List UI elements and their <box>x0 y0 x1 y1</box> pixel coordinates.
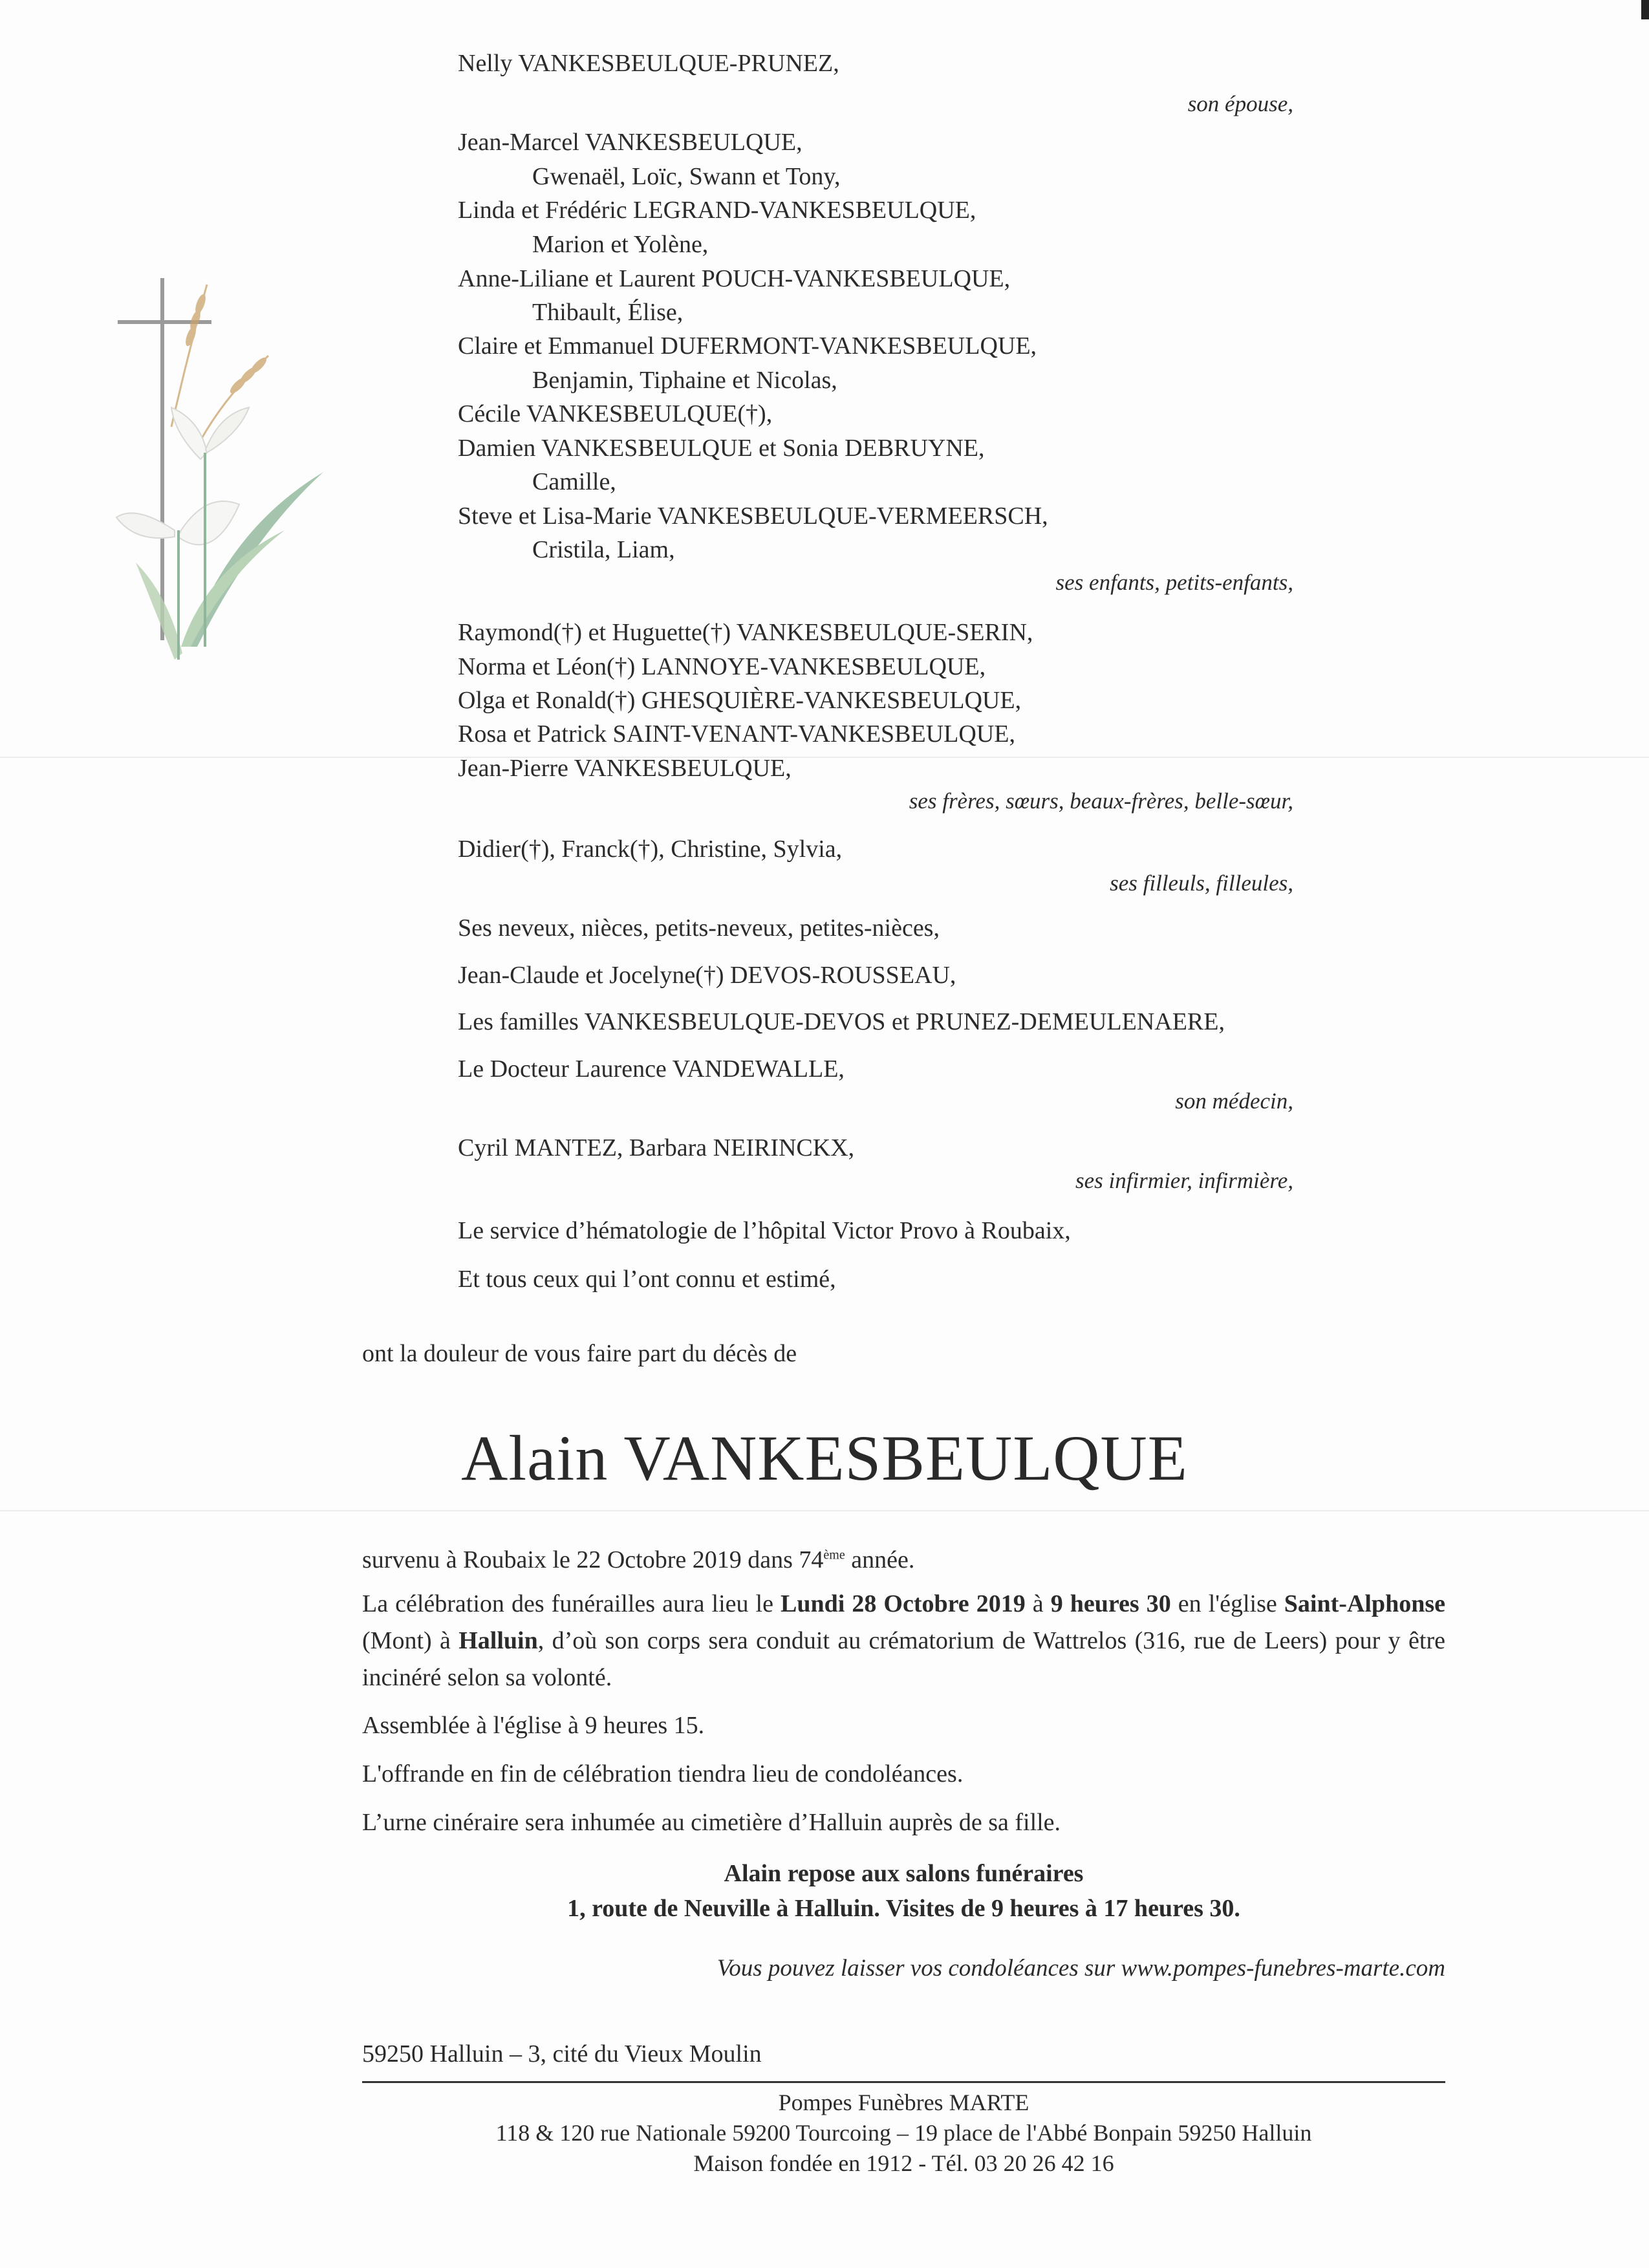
footer-addresses: 118 & 120 rue Nationale 59200 Tourcoing – 19 place de l'Abbé Bonpain 59250 Halluin <box>495 2120 1312 2146</box>
family-member: Jean-Marcel VANKESBEULQUE, <box>458 129 803 156</box>
announcement-intro: ont la douleur de vous faire part du décès de <box>362 1340 797 1367</box>
rest-line-1: Alain repose aux salons funéraires <box>724 1860 1084 1887</box>
footer-founded: Maison fondée en 1912 - Tél. 03 20 26 42 16 <box>693 2150 1114 2176</box>
assembly-info: Assemblée à l'église à 9 heures 15. <box>362 1712 705 1739</box>
family-member: Et tous ceux qui l’ont connu et estimé, <box>458 1266 836 1293</box>
family-member-children: Marion et Yolène, <box>532 231 709 258</box>
family-member: Raymond(†) et Huguette(†) VANKESBEULQUE-SERIN, <box>458 619 1033 646</box>
ceremony-info: La célébration des funérailles aura lieu le Lundi 28 Octobre 2019 à 9 heures 30 en l'église Saint-Alphonse (Mont) à Halluin, d’où son corps sera conduit au crématorium de Wattrelos (316, rue de Leers) pour y être incinéré selon sa volonté. <box>362 1590 1445 1691</box>
town-name: Halluin <box>458 1627 538 1654</box>
family-member: Olga et Ronald(†) GHESQUIÈRE-VANKESBEULQUE, <box>458 687 1022 714</box>
fold-line <box>0 757 1649 758</box>
fold-line <box>0 1510 1649 1511</box>
scan-edge-mark <box>1641 0 1649 19</box>
family-member-children: Thibault, Élise, <box>532 299 684 326</box>
family-member: Steve et Lisa-Marie VANKESBEULQUE-VERMEERSCH, <box>458 502 1048 530</box>
family-member: Les familles VANKESBEULQUE-DEVOS et PRUNEZ-DEMEULENAERE, <box>458 1008 1225 1035</box>
family-role-caption: son épouse, <box>1187 91 1293 116</box>
family-member: Nelly VANKESBEULQUE-PRUNEZ, <box>458 50 839 77</box>
family-member: Claire et Emmanuel DUFERMONT-VANKESBEULQUE, <box>458 332 1037 360</box>
cross-icon <box>118 278 211 640</box>
family-member: Ses neveux, nièces, petits-neveux, petites-nièces, <box>458 914 940 942</box>
death-info: survenu à Roubaix le 22 Octobre 2019 dans 74ème année. <box>362 1546 915 1573</box>
family-member: Damien VANKESBEULQUE et Sonia DEBRUYNE, <box>458 435 985 462</box>
church-name: Saint-Alphonse <box>1284 1590 1445 1617</box>
family-member-children: Benjamin, Tiphaine et Nicolas, <box>532 367 837 394</box>
family-member: Le service d’hématologie de l’hôpital Victor Provo à Roubaix, <box>458 1217 1071 1244</box>
offering-info: L'offrande en fin de célébration tiendra lieu de condoléances. <box>362 1760 964 1787</box>
family-member-children: Cristila, Liam, <box>532 536 675 563</box>
calla-lily-icon <box>116 407 249 660</box>
family-role-caption: son médecin, <box>1175 1088 1293 1114</box>
family-address: 59250 Halluin – 3, cité du Vieux Moulin <box>362 2040 762 2068</box>
ceremony-time: 9 heures 30 <box>1050 1590 1171 1617</box>
family-member: Cécile VANKESBEULQUE(†), <box>458 400 773 427</box>
family-role-caption: ses filleuls, filleules, <box>1110 870 1293 896</box>
family-role-caption: ses frères, sœurs, beaux-frères, belle-sœur, <box>909 788 1293 814</box>
family-member: Jean-Claude et Jocelyne(†) DEVOS-ROUSSEAU, <box>458 962 956 989</box>
family-member: Le Docteur Laurence VANDEWALLE, <box>458 1055 845 1083</box>
family-member: Linda et Frédéric LEGRAND-VANKESBEULQUE, <box>458 197 976 224</box>
urn-info: L’urne cinéraire sera inhumée au cimetière d’Halluin auprès de sa fille. <box>362 1809 1061 1836</box>
family-member: Cyril MANTEZ, Barbara NEIRINCKX, <box>458 1134 855 1161</box>
family-role-caption: ses enfants, petits-enfants, <box>1055 570 1293 595</box>
deceased-name: Alain VANKESBEULQUE <box>461 1422 1188 1494</box>
condolences-notice: Vous pouvez laisser vos condoléances sur www.pompes-funebres-marte.com <box>717 1955 1445 1982</box>
family-member-children: Gwenaël, Loïc, Swann et Tony, <box>532 163 841 190</box>
family-member: Didier(†), Franck(†), Christine, Sylvia, <box>458 836 843 863</box>
family-role-caption: ses infirmier, infirmière, <box>1075 1168 1293 1193</box>
family-member: Anne-Liliane et Laurent POUCH-VANKESBEULQUE, <box>458 265 1011 292</box>
footer-company: Pompes Funèbres MARTE <box>778 2090 1029 2115</box>
family-member: Jean-Pierre VANKESBEULQUE, <box>458 755 792 782</box>
footer-divider <box>362 2081 1445 2083</box>
family-member-children: Camille, <box>532 468 616 495</box>
family-member: Norma et Léon(†) LANNOYE-VANKESBEULQUE, <box>458 653 986 680</box>
ceremony-date: Lundi 28 Octobre 2019 <box>781 1590 1026 1617</box>
rest-line-2: 1, route de Neuville à Halluin. Visites de 9 heures à 17 heures 30. <box>567 1895 1240 1922</box>
family-member: Rosa et Patrick SAINT-VENANT-VANKESBEULQUE, <box>458 720 1015 748</box>
cross-lily-decoration <box>110 259 330 698</box>
